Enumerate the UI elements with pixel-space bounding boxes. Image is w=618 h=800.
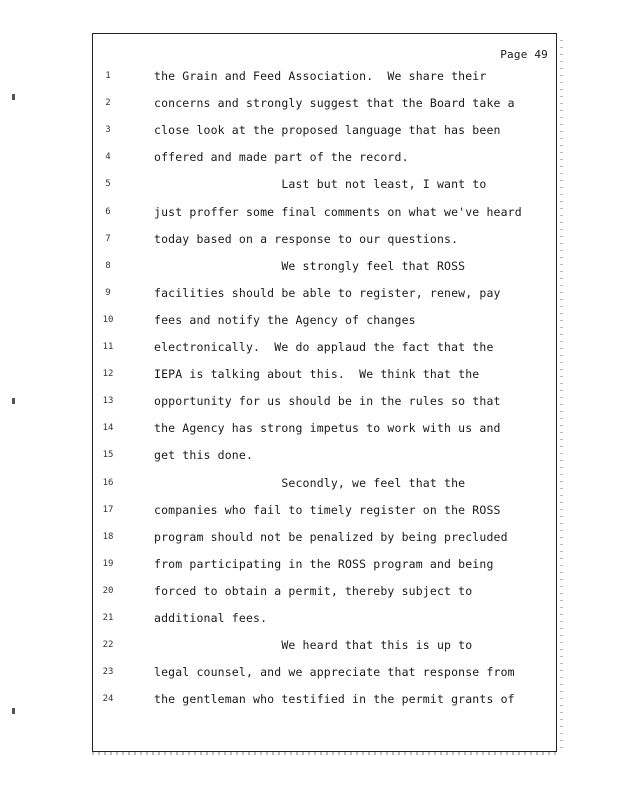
line-number: 19 <box>102 558 114 569</box>
transcript-line <box>93 231 556 247</box>
line-text: get this done. <box>154 448 254 463</box>
transcript-line <box>93 420 556 436</box>
line-number: 6 <box>105 206 111 217</box>
line-text: Last but not least, I want to <box>154 177 487 192</box>
line-number: 7 <box>105 233 111 244</box>
line-number: 3 <box>105 125 111 136</box>
line-text: companies who fail to timely register on the ROSS <box>154 502 501 517</box>
line-number: 16 <box>102 477 114 488</box>
line-text: close look at the proposed language that has been <box>154 123 501 138</box>
scan-edge-dots-right <box>560 40 563 750</box>
line-text: We heard that this is up to <box>154 638 473 653</box>
margin-tick-middle <box>12 398 15 404</box>
line-text: concerns and strongly suggest that the Board take a <box>154 96 515 111</box>
page-number: Page 49 <box>500 48 548 61</box>
transcript-line <box>93 393 556 409</box>
line-number: 22 <box>102 640 114 651</box>
transcript-line <box>93 475 556 491</box>
transcript-line <box>93 258 556 274</box>
line-text: legal counsel, and we appreciate that response from <box>154 665 515 680</box>
transcript-line <box>93 285 556 301</box>
line-text: the Grain and Feed Association. We share their <box>154 69 487 83</box>
line-number: 17 <box>102 504 114 515</box>
transcript-page <box>92 33 557 752</box>
line-number: 23 <box>102 667 114 678</box>
line-text: We strongly feel that ROSS <box>154 258 466 273</box>
line-number: 11 <box>102 342 114 352</box>
transcript-line <box>93 664 556 680</box>
line-text: from participating in the ROSS program and being <box>154 556 494 571</box>
line-text: just proffer some final comments on what we've heard <box>154 204 522 219</box>
transcript-line <box>93 637 556 653</box>
line-number: 4 <box>105 152 111 163</box>
transcript-line <box>93 95 556 111</box>
line-number: 5 <box>105 179 111 190</box>
transcript-line <box>93 610 556 626</box>
transcript-line <box>93 149 556 165</box>
line-text: the gentleman who testified in the permit grants of <box>154 692 515 707</box>
line-number: 24 <box>102 694 114 705</box>
line-number: 9 <box>105 287 111 298</box>
line-number: 10 <box>102 314 114 325</box>
line-text: the Agency has strong impetus to work with us and <box>154 421 501 436</box>
transcript-line <box>93 204 556 220</box>
line-number: 8 <box>105 260 111 271</box>
transcript-line <box>93 691 556 707</box>
line-text: today based on a response to our questions. <box>154 231 459 246</box>
margin-tick-top <box>12 94 15 100</box>
line-number: 20 <box>102 585 114 596</box>
line-number: 13 <box>102 396 114 407</box>
transcript-line <box>93 68 556 84</box>
line-text: program should not be penalized by being precluded <box>154 529 508 544</box>
line-number: 21 <box>102 613 114 623</box>
line-text: additional fees. <box>154 611 268 625</box>
transcript-line <box>93 556 556 572</box>
line-text: fees and notify the Agency of changes <box>154 312 416 327</box>
line-number: 1 <box>105 71 111 81</box>
line-text: facilities should be able to register, renew, pay <box>154 285 501 300</box>
scan-edge-dots-bottom <box>92 752 560 755</box>
line-number: 2 <box>105 98 111 109</box>
line-text: opportunity for us should be in the rules so that <box>154 394 501 409</box>
line-text: offered and made part of the record. <box>154 150 409 165</box>
line-number: 12 <box>102 369 114 380</box>
transcript-line <box>93 366 556 382</box>
line-number: 14 <box>102 423 114 434</box>
line-text: IEPA is talking about this. We think that the <box>154 367 480 382</box>
transcript-line <box>93 583 556 599</box>
line-text: Secondly, we feel that the <box>154 475 466 490</box>
transcript-line <box>93 447 556 463</box>
line-number: 18 <box>102 531 114 542</box>
transcript-line <box>93 312 556 328</box>
margin-tick-bottom <box>12 708 15 714</box>
line-text: forced to obtain a permit, thereby subject to <box>154 583 473 598</box>
transcript-line <box>93 176 556 192</box>
line-text: electronically. We do applaud the fact that the <box>154 340 494 354</box>
transcript-line <box>93 339 556 355</box>
transcript-line <box>93 502 556 518</box>
transcript-line <box>93 529 556 545</box>
line-number: 15 <box>102 450 114 461</box>
transcript-line <box>93 122 556 138</box>
